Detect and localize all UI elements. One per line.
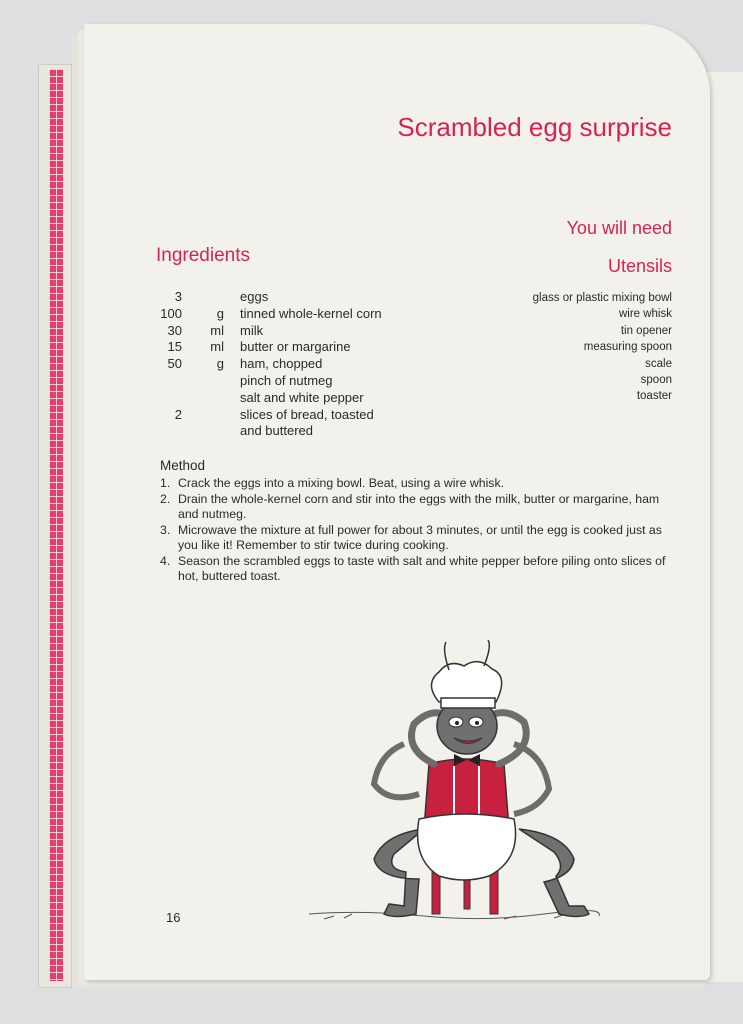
page-number: 16	[166, 910, 181, 925]
step-text: Crack the eggs into a mixing bowl. Beat, using a wire whisk.	[178, 476, 505, 490]
ingredient-name: ham, chopped	[240, 356, 323, 372]
utensils-heading: Utensils	[607, 256, 672, 276]
ingredient-row	[154, 373, 382, 390]
method-heading: Method	[160, 458, 206, 473]
ingredient-name: and buttered	[240, 423, 314, 439]
ingredient-unit: g	[216, 305, 224, 321]
ingredient-unit	[182, 289, 240, 306]
ingredient-row	[154, 289, 382, 306]
book-spine	[38, 64, 72, 988]
ingredient-quantity: 3	[174, 289, 182, 304]
utensil-item: wire whisk	[618, 308, 672, 321]
method-steps	[160, 476, 674, 585]
step-number: 3.	[160, 522, 171, 537]
ingredients-list	[154, 289, 382, 440]
method-step	[160, 476, 674, 492]
ingredient-quantity: 15	[167, 339, 182, 355]
ingredient-unit	[182, 390, 240, 407]
ingredient-row	[154, 390, 382, 407]
ingredient-name: butter or margarine	[240, 339, 351, 355]
ingredient-quantity: 2	[174, 406, 182, 422]
ingredient-name: slices of bread, toasted	[240, 406, 374, 422]
ingredient-quantity: 100	[160, 305, 182, 321]
ingredient-name: pinch of nutmeg	[240, 372, 333, 388]
step-text: Microwave the mixture at full power for about 3 minutes, or until the egg is cooked just as you like it! Remember to stir twice during cooking.	[178, 522, 662, 552]
ingredient-name: tinned whole-kernel corn	[240, 305, 382, 321]
ingredient-unit	[182, 373, 240, 390]
step-number: 4.	[160, 553, 171, 568]
method-step	[160, 523, 674, 554]
step-number: 2.	[160, 491, 171, 506]
ingredient-unit	[182, 423, 240, 440]
ingredient-name: salt and white pepper	[240, 389, 364, 405]
ingredient-unit: ml	[210, 322, 224, 338]
utensil-item: scale	[645, 357, 672, 370]
you-will-need-heading: You will need	[566, 218, 672, 238]
ingredients-heading: Ingredients	[156, 245, 251, 266]
ingredient-quantity	[154, 373, 182, 390]
utensil-item: spoon	[640, 373, 672, 386]
recipe-title: Scrambled egg surprise	[397, 112, 672, 142]
utensil-item: glass or plastic mixing bowl	[532, 292, 672, 304]
spine-grid-stripe	[49, 69, 63, 981]
ingredient-row	[154, 323, 382, 340]
ingredient-unit	[182, 407, 240, 424]
utensil-item: tin opener	[620, 324, 672, 337]
ingredient-row	[154, 306, 382, 323]
chef-ant-illustration	[304, 614, 604, 924]
ingredient-unit: ml	[210, 339, 224, 355]
ingredient-row	[154, 423, 382, 440]
facing-page-edge	[705, 72, 743, 982]
method-step	[160, 492, 674, 523]
method-step	[160, 554, 674, 585]
ingredient-row	[154, 356, 382, 373]
utensil-item: toaster	[636, 390, 672, 403]
ingredient-quantity	[154, 390, 182, 407]
ingredient-quantity: 50	[167, 356, 182, 372]
ingredient-row	[154, 339, 382, 356]
step-text: Season the scrambled eggs to taste with salt and white pepper before piling onto slices of hot, buttered toast.	[178, 553, 666, 583]
step-number: 1.	[160, 476, 171, 490]
ingredient-row	[154, 407, 382, 424]
ingredient-quantity: 30	[167, 322, 182, 338]
step-text: Drain the whole-kernel corn and stir into the eggs with the milk, butter or margarine, ham and nutmeg.	[178, 491, 660, 521]
ingredient-unit: g	[216, 356, 224, 372]
ingredient-name: eggs	[240, 289, 269, 304]
ingredient-name: milk	[240, 322, 264, 338]
recipe-page	[84, 24, 710, 980]
ingredient-quantity	[154, 423, 182, 440]
utensil-item: measuring spoon	[583, 341, 672, 354]
utensils-list	[533, 290, 672, 405]
